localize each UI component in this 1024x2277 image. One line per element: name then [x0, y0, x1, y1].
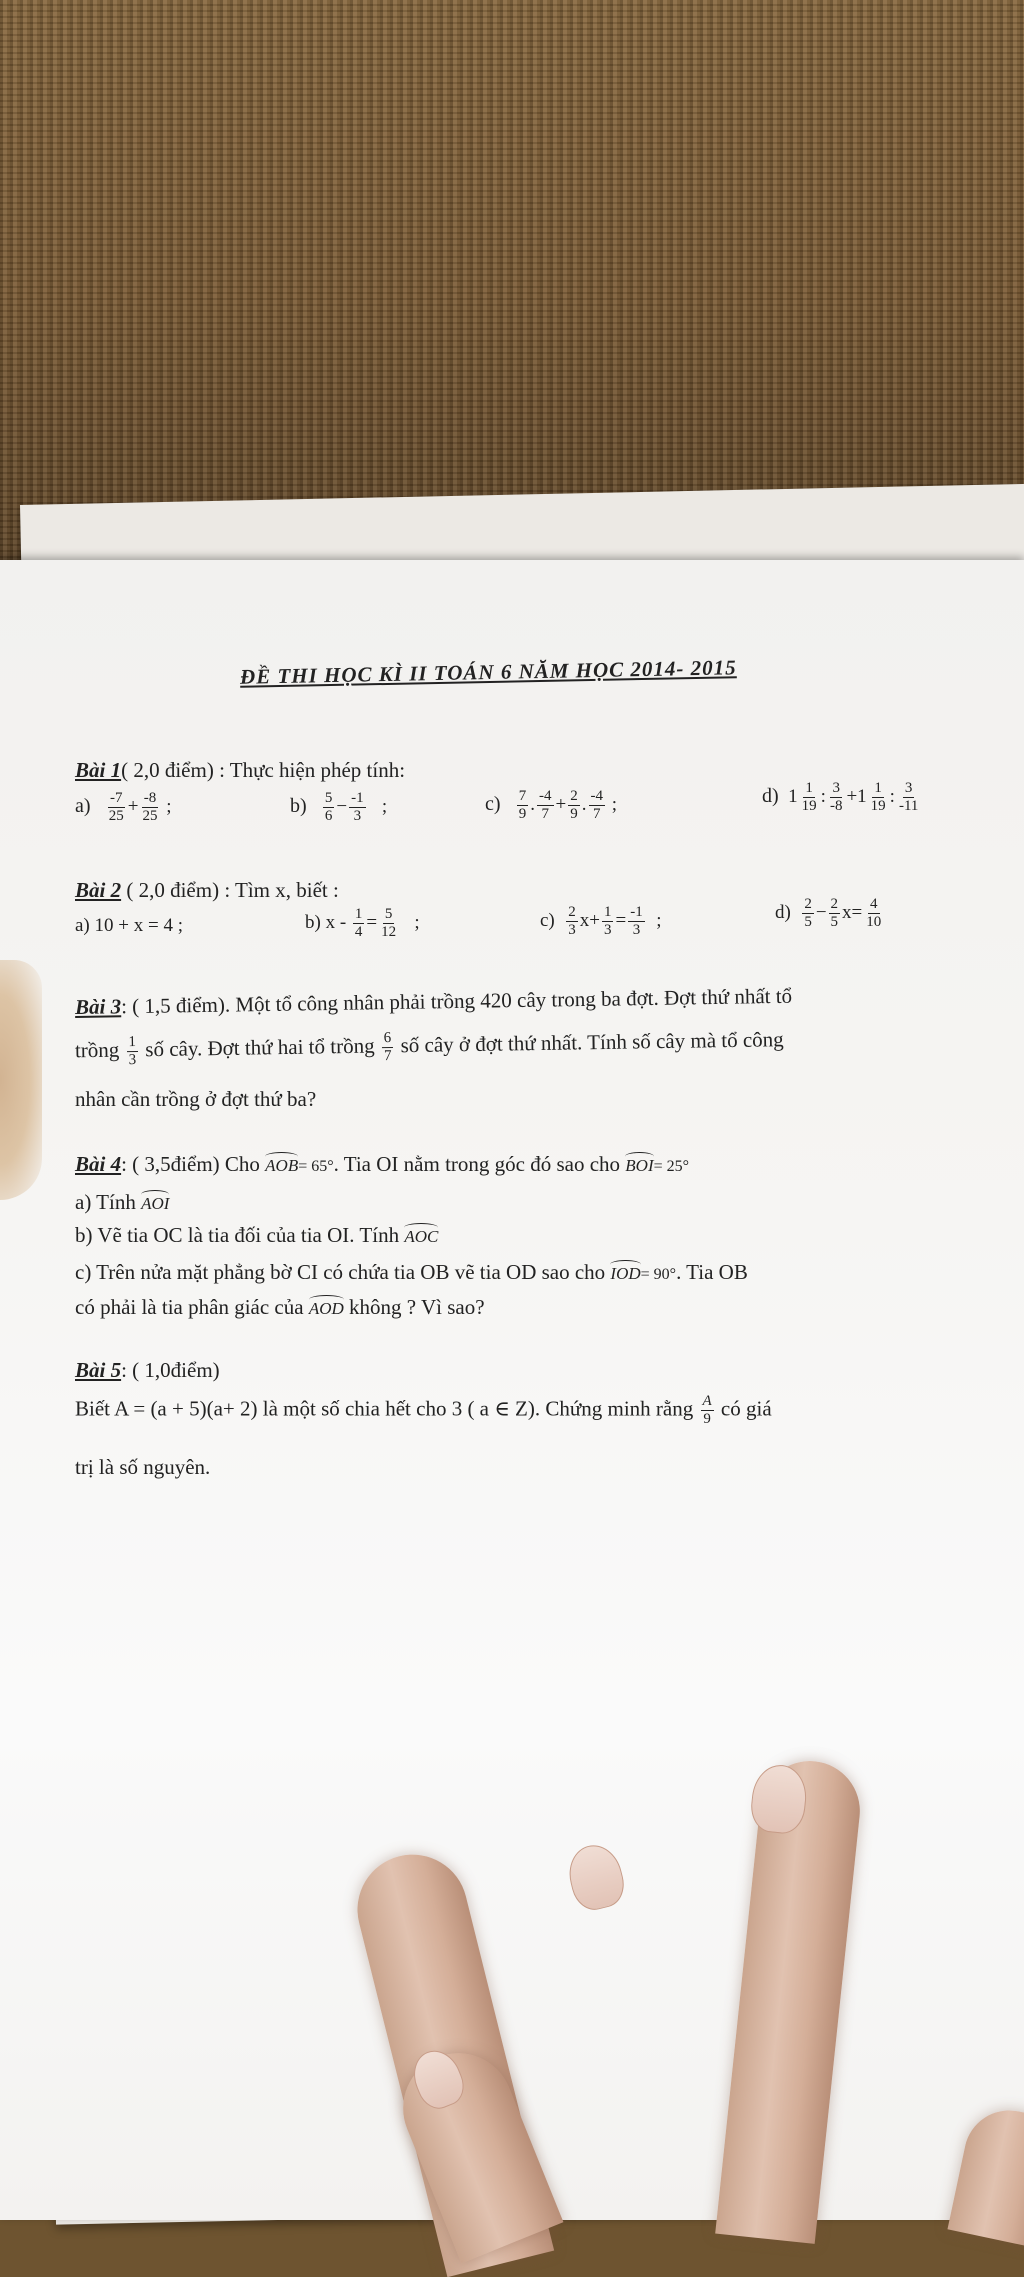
bai2-b-label: b) x -	[305, 911, 347, 933]
fraction: $\frac{-4}{7}$	[590, 788, 604, 822]
bai2-d-label: d)	[775, 901, 791, 923]
bai1-a-label: a)	[75, 794, 91, 817]
bai2-label: Bài 2	[75, 878, 122, 902]
bai4-c-end: . Tia OB	[676, 1260, 748, 1284]
fraction: $\frac{2}{5}$	[830, 896, 839, 930]
bai5-desc: : ( 1,0điểm)	[121, 1358, 220, 1382]
fraction: $\frac{-7}{25}$	[108, 790, 124, 824]
fraction: $\frac{5}{6}$	[324, 790, 333, 824]
bai4-c-text: c) Trên nửa mặt phẳng bờ CI có chứa tia OB vẽ tia OD sao cho	[75, 1260, 606, 1284]
bai1-b-label: b)	[290, 794, 307, 817]
bai3-label: Bài 3	[74, 994, 122, 1019]
bai5-label: Bài 5	[75, 1358, 122, 1382]
bai4-desc1: : ( 3,5điểm) Cho	[121, 1152, 260, 1176]
bai5-header	[75, 1358, 220, 1383]
bai1-desc: ( 2,0 điểm) : Thực hiện phép tính:	[121, 758, 406, 782]
bai3-text2c: số cây ở đợt thứ nhất. Tính số cây mà tổ công	[400, 1027, 784, 1058]
bai4-desc2: . Tia OI nằm trong góc đó sao cho	[333, 1152, 621, 1176]
bai5-line1	[75, 1393, 772, 1428]
fraction: $\frac{5}{12}$	[381, 906, 397, 940]
bai1-a: a) $\frac{-7}{25}$ + $\frac{-8}{25}$ ;	[75, 790, 172, 824]
bai5-text1a: Biết A = (a + 5)(a+ 2) là một số chia hết cho 3 ( a ∈ Z). Chứng minh rằng	[75, 1396, 694, 1421]
fraction: $\frac{-4}{7}$	[539, 788, 552, 822]
bai4-b-text: b) Vẽ tia OC là tia đối của tia OI. Tính	[75, 1223, 400, 1247]
bai1-label: Bài 1	[75, 758, 122, 782]
bai1-c: c) $\frac{7}{9}$ . $\frac{-4}{7}$ + $\frac{2}{9}$ . $\frac{-4}{7}$ ;	[485, 788, 618, 822]
bai2-desc: ( 2,0 điểm) : Tìm x, biết :	[126, 878, 339, 902]
angle-aob: AOB	[265, 1152, 298, 1176]
bai4-c2-text: có phải là tia phân giác của	[75, 1295, 304, 1319]
bai4-a	[75, 1190, 169, 1215]
fraction: $\frac{3}{-11}$	[898, 780, 919, 814]
fraction: $\frac{1}{19}$	[801, 780, 817, 814]
paper-stain	[0, 960, 42, 1200]
angle-iod: IOD	[610, 1260, 640, 1284]
fraction: $\frac{2}{5}$	[804, 896, 812, 930]
fraction: $\frac{2}{3}$	[568, 904, 576, 938]
bai2-b: b) x - $\frac{1}{4}$ = $\frac{5}{12}$ ;	[305, 906, 420, 940]
bai2-c-label: c)	[540, 909, 555, 931]
fraction: $\frac{7}{9}$	[518, 788, 527, 822]
bai5-text1b: có giá	[720, 1396, 772, 1421]
fraction: $\frac{-8}{25}$	[142, 790, 158, 824]
bai1-d-label: d)	[762, 784, 779, 807]
bai4-c2	[75, 1295, 485, 1320]
angle-boi: BOI	[625, 1152, 653, 1176]
bai2-a: a) 10 + x = 4 ;	[75, 915, 183, 936]
fraction: $\frac{1}{3}$	[128, 1034, 137, 1069]
bai1-c-label: c)	[485, 792, 501, 815]
fraction: $\frac{6}{7}$	[383, 1030, 392, 1065]
bai5-line2: trị là số nguyên.	[75, 1455, 211, 1479]
fraction: $\frac{1}{3}$	[603, 904, 612, 938]
bai4-line1	[75, 1152, 689, 1177]
angle-aoc: AOC	[404, 1223, 438, 1247]
angle-boi-value: = 25°	[653, 1158, 690, 1175]
fraction: $\frac{1}{19}$	[870, 780, 886, 814]
bai4-b	[75, 1223, 438, 1248]
exam-title: ĐỀ THI HỌC KÌ II TOÁN 6 NĂM HỌC 2014- 2015	[239, 655, 737, 689]
fraction: $\frac{-1}{3}$	[351, 790, 364, 824]
angle-iod-value: = 90°	[640, 1266, 677, 1283]
bai3-text2a: trồng	[74, 1037, 120, 1063]
bai4-a-text: a) Tính	[75, 1190, 136, 1214]
fraction: $\frac{4}{10}$	[866, 896, 882, 930]
angle-aoi: AOI	[141, 1190, 169, 1214]
fraction: $\frac{A}{9}$	[702, 1393, 712, 1427]
bai4-c2-end: không ? Vì sao?	[349, 1295, 485, 1319]
bai2-d: d) $\frac{2}{5}$ − $\frac{2}{5}$ x= $\frac{4}{10}$	[775, 896, 882, 930]
angle-aod: AOD	[309, 1295, 344, 1319]
bai4-label: Bài 4	[75, 1152, 122, 1176]
bai1-d: d) 1 $\frac{1}{19}$ : $\frac{3}{-8}$ +1 $\frac{1}{19}$ : $\frac{3}{-11}$	[762, 780, 919, 814]
bai3-text1: : ( 1,5 điểm). Một tổ công nhân phải trồng 420 cây trong ba đợt. Đợt thứ nhất tổ	[120, 983, 793, 1019]
bai1-b: b) $\frac{5}{6}$ − $\frac{-1}{3}$ ;	[290, 790, 388, 824]
fraction: $\frac{-1}{3}$	[630, 904, 643, 938]
fraction: $\frac{2}{9}$	[570, 788, 578, 822]
bai3-text2b: số cây. Đợt thứ hai tổ trồng	[145, 1033, 375, 1062]
angle-aob-value: = 65°	[298, 1158, 334, 1175]
fraction: $\frac{1}{4}$	[354, 906, 363, 940]
fraction: $\frac{3}{-8}$	[829, 780, 843, 814]
bai2-header	[75, 878, 339, 903]
bai4-c	[75, 1260, 748, 1285]
bai2-c: c) $\frac{2}{3}$ x+ $\frac{1}{3}$ = $\frac{-1}{3}$ ;	[540, 904, 662, 938]
bai3-line3: nhân cần trồng ở đợt thứ ba?	[75, 1087, 317, 1111]
bai1-header	[75, 758, 405, 783]
